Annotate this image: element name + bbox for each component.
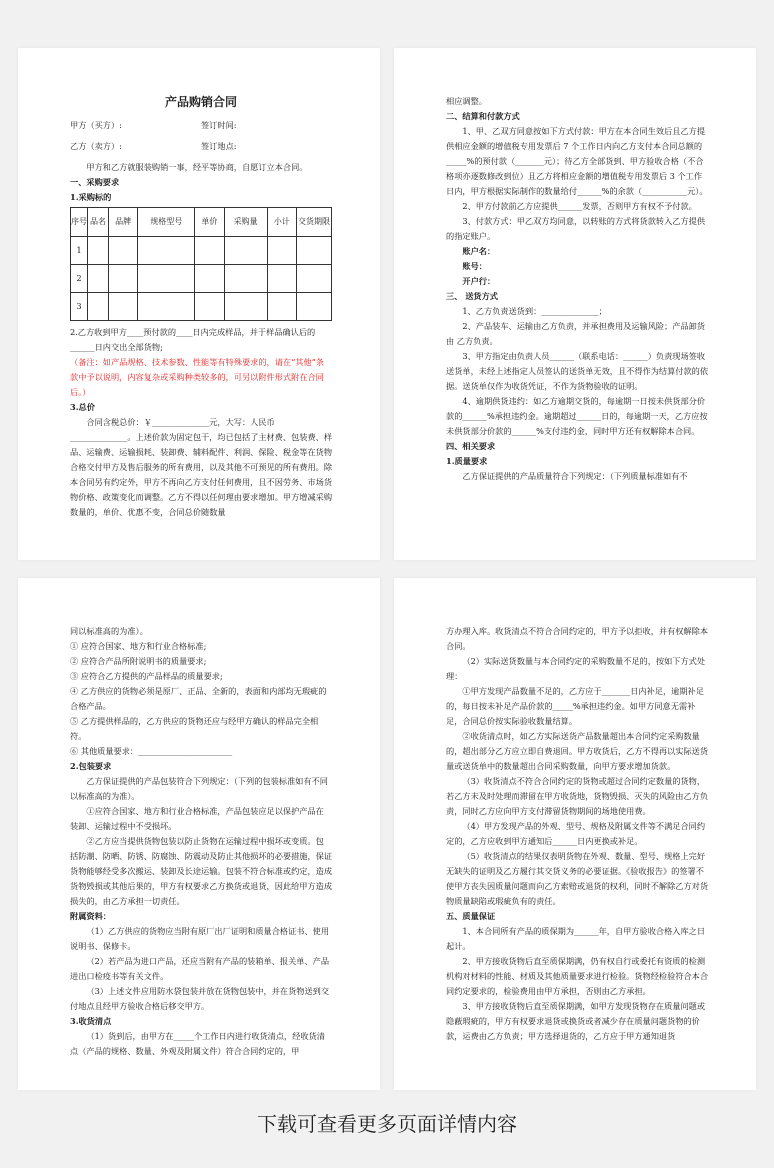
table-cell: 3: [71, 293, 88, 321]
table-header: 规格型号: [138, 208, 195, 237]
table-row: [71, 265, 332, 293]
table-header: 序号: [71, 208, 88, 237]
clause-text: 1、乙方负责送货到：______________；: [462, 306, 607, 316]
clause-text: （1）乙方供应的货物应当附有原厂出厂证明和质量合格证书、使用说明书、保修卡。: [70, 926, 330, 951]
list-item: ③ 应符合乙方提供的产品样品的质量要求;: [70, 671, 223, 681]
section-heading: 五、质量保证: [446, 911, 496, 921]
document-page-2: [394, 48, 756, 560]
document-page-1: [18, 48, 380, 560]
subsection-heading: 附属资料：: [70, 911, 111, 921]
section-heading: 三、 送货方式: [446, 291, 498, 301]
account-name-label: 账户名：: [462, 246, 496, 256]
clause-text: 乙方保证提供的产品包装符合下列规定：（下列的包装标准如有不同以标准高的为准）。: [70, 776, 328, 801]
clause-text: 合同含税总价：￥______________元，大写：人民币______________。上述价款为固定包干，均已包括了主材费、包装费、样品、运输费、运输损耗、装卸费、辅料配件、利润、保险、税金等在货物合格交付甲方及售后服务的所有费用，以及其他不可预见的所有费用。除本合同另有约定外，甲方不再向乙方支付任何费用，且不因劳务、市场货物价格、政策变化而调整。乙方不得以任何理由要求增加。甲方增减采购数量的，单价、优惠不变，合同总价随数量: [70, 417, 333, 517]
list-item: ① 应符合国家、地方和行业合格标准;: [70, 641, 207, 651]
clause-text: 3、甲方接收货物后直至质保期满，如甲方发现货物存在质量问题或隐蔽瑕疵的，甲方有权要求退货或换货或者减少存在质量问题货物的价款，运费由乙方负责；甲方选择退货的，乙方应于甲方通知退货: [446, 1001, 706, 1041]
clause-text: ①甲方发现产品数量不足的，乙方应于_______日内补足，逾期补足的，每日按未补足产品价款的_____%承担违约金。如甲方同意无需补足，合同总价按实际验收数量结算。: [446, 686, 704, 726]
sign-place-label: 签订地点:: [201, 141, 237, 151]
purchase-table: [70, 207, 332, 321]
party-b-label: 乙方（卖方）:: [70, 141, 122, 151]
clause-text: 2、甲方接收货物后直至质保期满，仍有权自行或委托有资质的检测机构对材料的性能、材质及其他质量要求进行检验。货物经检验符合本合同约定要求的，检验费用由甲方承担，否则由乙方承担。: [446, 956, 709, 996]
clause-text: （1）货到后，由甲方在_____个工作日内进行收货清点，经收货清点（产品的规格、数量、外观及附属文件）符合合同约定的，甲: [70, 1031, 325, 1056]
clause-text: ①应符合国家、地方和行业合格标准，产品包装应足以保护产品在装卸、运输过程中不受损坏。: [70, 806, 324, 831]
table-cell: 2: [71, 265, 88, 293]
clause-text: 3、甲方指定由负责人员______（联系电话：______）负责现场签收送货单，未经上述指定人员签认的送货单无效，且不得作为结算付款的依据。送货单仅作为收货凭证，不作为货物验收的证明。: [446, 351, 709, 391]
clause-text: （2）若产品为进口产品，还应当附有产品的装箱单、报关单、产品进出口检疫书等有关文件。: [70, 956, 330, 981]
clause-text: 2.乙方收到甲方____预付款的____日内完成样品，并于样品确认后的______日内交出全部货物;: [70, 327, 316, 352]
list-item: ② 应符合产品所附说明书的质量要求;: [70, 656, 207, 666]
clause-text: 方办理入库。收货清点不符合合同约定的，甲方予以拒收，并有权解除本合同。: [446, 626, 709, 651]
contract-title: 产品购销合同: [164, 95, 237, 109]
clause-text: 3、付款方式：甲乙双方均同意，以转账的方式将货款转入乙方提供的指定账户。: [446, 216, 706, 241]
clause-text: （5）收货清点的结果仅表明货物在外观、数量、型号、规格上完好无缺失的证明及乙方履行其交货义务的必要证据。《验收报告》的签署不使甲方丧失因质量问题而向乙方索赔或退货的权利，同时不解除乙方对货物质量缺陷或瑕疵负有的责任。: [446, 851, 709, 906]
subsection-heading: 3.总价: [70, 402, 95, 412]
table-cell: 1: [71, 237, 88, 265]
subsection-heading: 3.收货清点: [70, 1016, 112, 1026]
clause-text: ②乙方应当提供货物包装以防止货物在运输过程中损坏或变质。包括防潮、防晒、防锈、防腐蚀、防震动及防止其他损坏的必要措施，保证货物能够经受多次搬运、装卸及长途运输。包装不符合标准或约定，造成货物毁损或其他后果的，甲方有权要求乙方换货或退货，因此给甲方造成损失的，由乙方承担一切责任。: [70, 836, 333, 906]
clause-text: （4）甲方发现产品的外观、型号、规格及附属文件等不满足合同约定的，乙方应收到甲方通知后______日内更换或补足。: [446, 821, 706, 846]
clause-text: 1、本合同所有产品的质保期为______年，自甲方验收合格入库之日起计。: [446, 926, 706, 951]
clause-text: 2、产品装车、运输由乙方负责，并承担费用及运输风险；产品卸货由 乙方负责。: [446, 321, 706, 346]
clause-text: （3）上述文件应用防水袋包装并放在货物包装中，并在货物送到交付地点且经甲方验收合格后移交甲方。: [70, 986, 330, 1011]
list-item: ⑥ 其他质量要求：_______________________: [70, 746, 233, 756]
subsection-heading: 1.采购标的: [70, 192, 112, 202]
sign-time-label: 签订时间:: [201, 120, 237, 130]
download-more-link[interactable]: 下载可查看更多页面详情内容: [257, 1112, 517, 1136]
clause-text: 1、甲、乙双方同意按如下方式付款：甲方在本合同生效后且乙方提供相应金额的增值税专用发票后 7 个工作日内向乙方支付本合同总额的_____%的预付款（_______元）；待乙方全部货到、甲方验收合格（不合格项亦逐数修改到位）且乙方将相应金额的增值税专用发票后 3 个工作日内，甲方根据实际制作的数量给付______%的余款（___________元）。: [446, 126, 708, 196]
section-heading: 二、结算和付款方式: [446, 111, 520, 121]
party-a-label: 甲方（买方）:: [70, 120, 122, 130]
account-number-label: 账号：: [462, 261, 487, 271]
clause-text: 同以标准高的为准）。: [70, 626, 148, 636]
table-row: [71, 293, 332, 321]
table-header: 小计: [267, 208, 296, 237]
list-item: ④ 乙方供应的货物必须是原厂、正品、全新的，表面和内部均无瑕疵的合格产品。: [70, 686, 327, 711]
document-page-3: [18, 578, 380, 1090]
table-header: 交货期限: [297, 208, 332, 237]
section-heading: 四、相关要求: [446, 441, 496, 451]
red-note: （备注：如产品规格、技术参数、性能等有特殊要求的，请在“其他”条款中予以说明，内容复杂或采购种类较多的，可另以附件形式附在合同后。）: [70, 357, 324, 397]
section-heading: 一、采购要求: [70, 177, 120, 187]
subsection-heading: 2.包装要求: [70, 761, 112, 771]
table-header: 品牌: [109, 208, 138, 237]
intro-paragraph: 甲方和乙方就服装购销一事，经平等协商，自愿订立本合同。: [86, 162, 308, 172]
list-item: ⑤ 乙方提供样品的，乙方供应的货物还应与经甲方确认的样品完全相符。: [70, 716, 319, 741]
clause-text: 相应调整。: [446, 96, 487, 106]
clause-text: （3）收货清点不符合合同约定的货物或超过合同约定数量的货物，若乙方未及时处理而滞留在甲方收货地，货物毁损、灭失的风险由乙方负责，同时乙方应向甲方支付滞留货物期间的场地使用费。: [446, 776, 709, 816]
clause-text: 2、甲方付款前乙方应提供______发票，否则甲方有权不予付款。: [462, 201, 697, 211]
bank-label: 开户行：: [462, 276, 496, 286]
subsection-heading: 1.质量要求: [446, 456, 488, 466]
clause-text: ②收货清点时，如乙方实际送货产品数量超出本合同约定采购数量的，超出部分乙方应立即自费退回。甲方收货后，乙方不得再以实际送货量或送货单中的数量超出合同采购数量，向甲方要求增加货款。: [446, 731, 709, 771]
clause-text: 乙方保证提供的产品质量符合下列规定：（下列质量标准如有不: [462, 471, 688, 481]
table-header: 品名: [88, 208, 109, 237]
table-header: 采购量: [224, 208, 267, 237]
clause-text: （2）实际送货数量与本合同约定的采购数量不足的，按如下方式处理：: [446, 656, 706, 681]
clause-text: 4、逾期供货违约：如乙方逾期交货的，每逾期一日按未供货部分价款的______%承担违约金。逾期超过______日的，每逾期一天，乙方应按未供货部分价款的______%支付违约金，同时甲方还有权解除本合同。: [446, 396, 708, 436]
table-header: 单价: [195, 208, 224, 237]
document-page-4: [394, 578, 756, 1090]
table-row: [71, 237, 332, 265]
